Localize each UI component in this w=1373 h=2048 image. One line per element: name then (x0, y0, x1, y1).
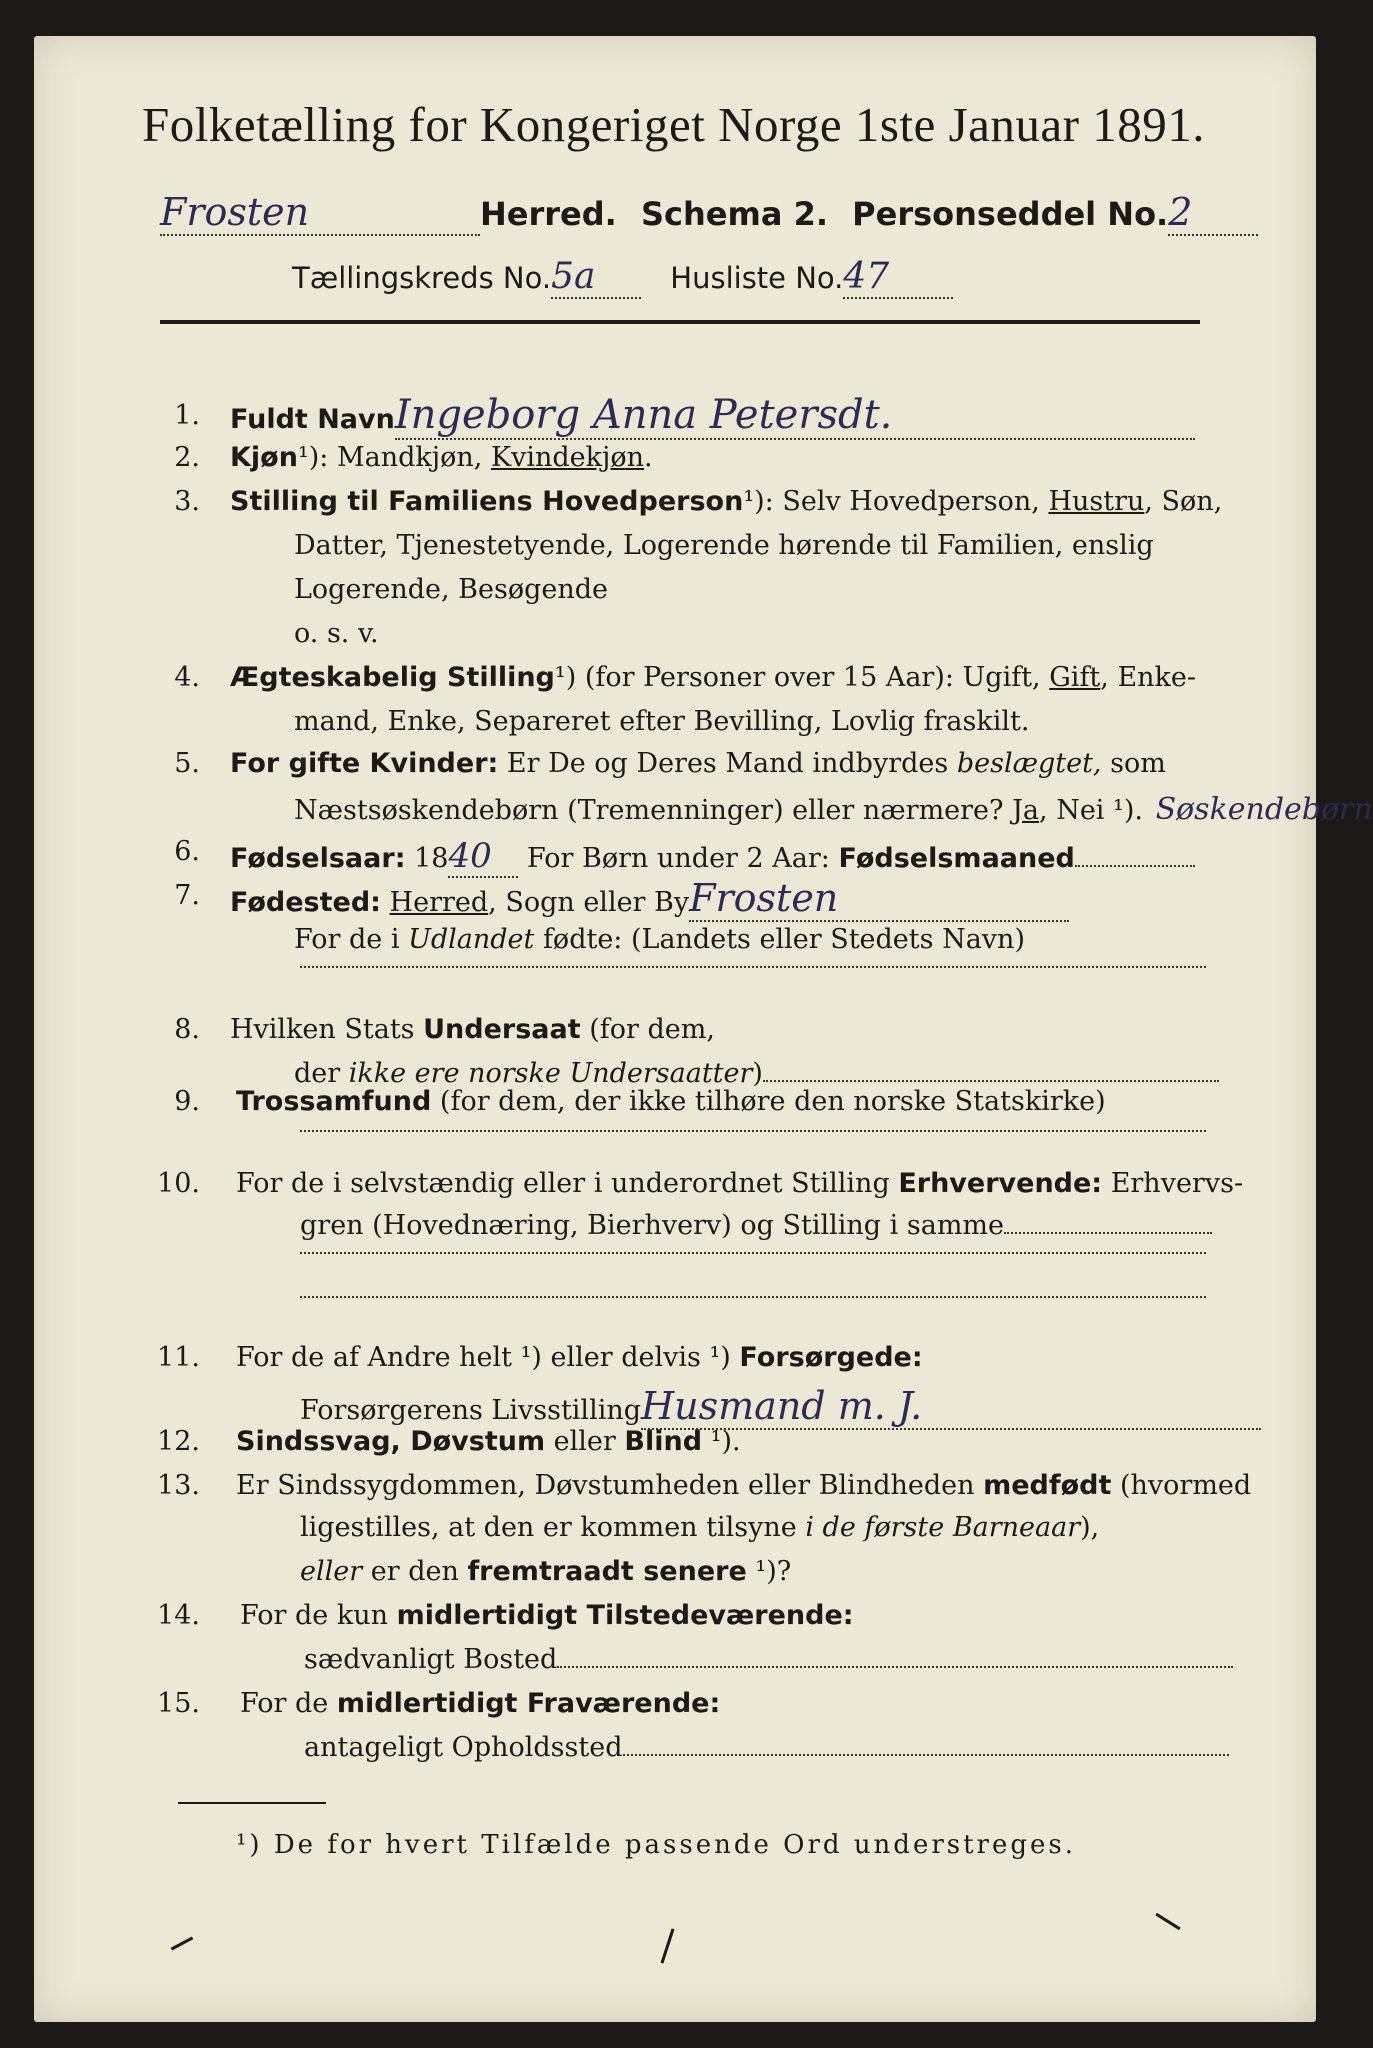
item-full-name (230, 392, 1195, 440)
herred-row (160, 190, 1258, 236)
item-number: 10. (157, 1168, 200, 1199)
item-temporary-present: For de kun midlertidigt Tilstedeværende: (240, 1600, 854, 1631)
item-married-women: For gifte Kvinder: Er De og Deres Mand indbyrdes beslægtet, som (230, 748, 1166, 779)
citizenship-line2: der ikke ere norske Undersaatter) (294, 1058, 1219, 1089)
kreds-label: Tællingskreds No. (292, 261, 552, 295)
kreds-row (292, 256, 953, 299)
occupation-line2: gren (Hovednæring, Bierhverv) og Stilling i samme (300, 1210, 1212, 1241)
temporary-present-line2: sædvanligt Bosted (304, 1644, 1233, 1675)
item-number: 11. (157, 1342, 200, 1373)
item-temporary-absent: For de midlertidigt Fraværende: (240, 1688, 721, 1719)
item-number: 8. (174, 1014, 200, 1045)
answer-line (300, 1296, 1206, 1298)
item-number: 3. (174, 486, 200, 517)
married-women-line2: Næstsøskendebørn (Tremenninger) eller nærmere? Ja, Nei ¹). Søskendebørn (294, 792, 1373, 827)
item-number: 9. (174, 1086, 200, 1117)
item-number: 4. (174, 662, 200, 693)
herred-hand: Frosten (160, 190, 480, 236)
answer-line (300, 1252, 1206, 1254)
form-title: Folketælling for Kongeriget Norge 1ste Januar 1891. (142, 97, 1205, 152)
disability-onset-line2: ligestilles, at den er kommen tilsyne i de første Barneaar), (300, 1512, 1100, 1543)
personseddel-hand: 2 (1168, 190, 1258, 236)
item-number: 2. (174, 442, 200, 473)
item-disability: Sindssvag, Døvstum eller Blind ¹). (236, 1426, 741, 1457)
husliste-hand: 47 (843, 256, 953, 299)
item-number: 7. (174, 880, 200, 911)
answer-line (300, 1130, 1206, 1132)
item-marital-status: Ægteskabelig Stilling¹) (for Personer over 15 Aar): Ugift, Gift, Enke- (230, 662, 1197, 693)
footnote-rule (178, 1802, 326, 1804)
family-position-line4: o. s. v. (294, 618, 379, 649)
personseddel-label: Personseddel No. (852, 195, 1169, 233)
item-number: 6. (174, 836, 200, 867)
item-birthplace: Fødested: Herred, Sogn eller ByFrosten (230, 876, 1069, 922)
item-occupation: For de i selvstændig eller i underordnet Stilling Erhvervende: Erhvervs- (236, 1168, 1244, 1199)
full-name-hand: Ingeborg Anna Petersdt. (395, 392, 1195, 440)
kreds-hand: 5a (551, 256, 641, 299)
relation-hand: Søskendebørn (1155, 792, 1373, 827)
schema-label: Schema 2. (640, 195, 828, 233)
husliste-label: Husliste No. (670, 261, 844, 295)
item-disability-onset: Er Sindssygdommen, Døvstumheden eller Blindheden medfødt (hvormed (236, 1470, 1252, 1501)
provider-hand: Husmand m. J. (641, 1384, 1261, 1430)
birthplace-line2: For de i Udlandet fødte: (Landets eller Stedets Navn) (294, 924, 1025, 955)
header-rule (160, 320, 1200, 324)
full-name-label: Fuldt Navn (230, 404, 395, 435)
item-number: 5. (174, 748, 200, 779)
footnote: ¹) De for hvert Tilfælde passende Ord understreges. (236, 1830, 1077, 1860)
dependents-line2: Forsørgerens LivsstillingHusmand m. J. (300, 1384, 1261, 1430)
item-number: 14. (157, 1600, 200, 1631)
family-position-line2: Datter, Tjenestetyende, Logerende hørende til Familien, enslig (294, 530, 1154, 561)
item-number: 12. (157, 1426, 200, 1457)
marital-status-line2: mand, Enke, Separeret efter Bevilling, Lovlig fraskilt. (294, 706, 1030, 737)
herred-label: Herred. (480, 195, 617, 233)
item-dependents: For de af Andre helt ¹) eller delvis ¹) Forsørgede: (236, 1342, 923, 1373)
item-family-position: Stilling til Familiens Hovedperson¹): Selv Hovedperson, Hustru, Søn, (230, 486, 1223, 517)
item-number: 1. (174, 400, 200, 431)
item-number: 15. (157, 1688, 200, 1719)
item-citizenship: Hvilken Stats Undersaat (for dem, (230, 1014, 715, 1045)
temporary-absent-line2: antageligt Opholdssted (304, 1732, 1229, 1763)
item-number: 13. (157, 1470, 200, 1501)
family-position-line3: Logerende, Besøgende (294, 574, 608, 605)
item-birth-year: Fødselsaar: 1840 For Børn under 2 Aar: Fødselsmaaned (230, 836, 1195, 878)
birth-year-hand: 40 (448, 836, 518, 878)
item-religion: Trossamfund (for dem, der ikke tilhøre den norske Statskirke) (236, 1086, 1106, 1117)
item-sex: Kjøn¹): Mandkjøn, Kvindekjøn. (230, 442, 653, 473)
disability-onset-line3: eller er den fremtraadt senere ¹)? (300, 1556, 792, 1587)
answer-line (300, 966, 1206, 968)
birthplace-hand: Frosten (689, 876, 1069, 922)
